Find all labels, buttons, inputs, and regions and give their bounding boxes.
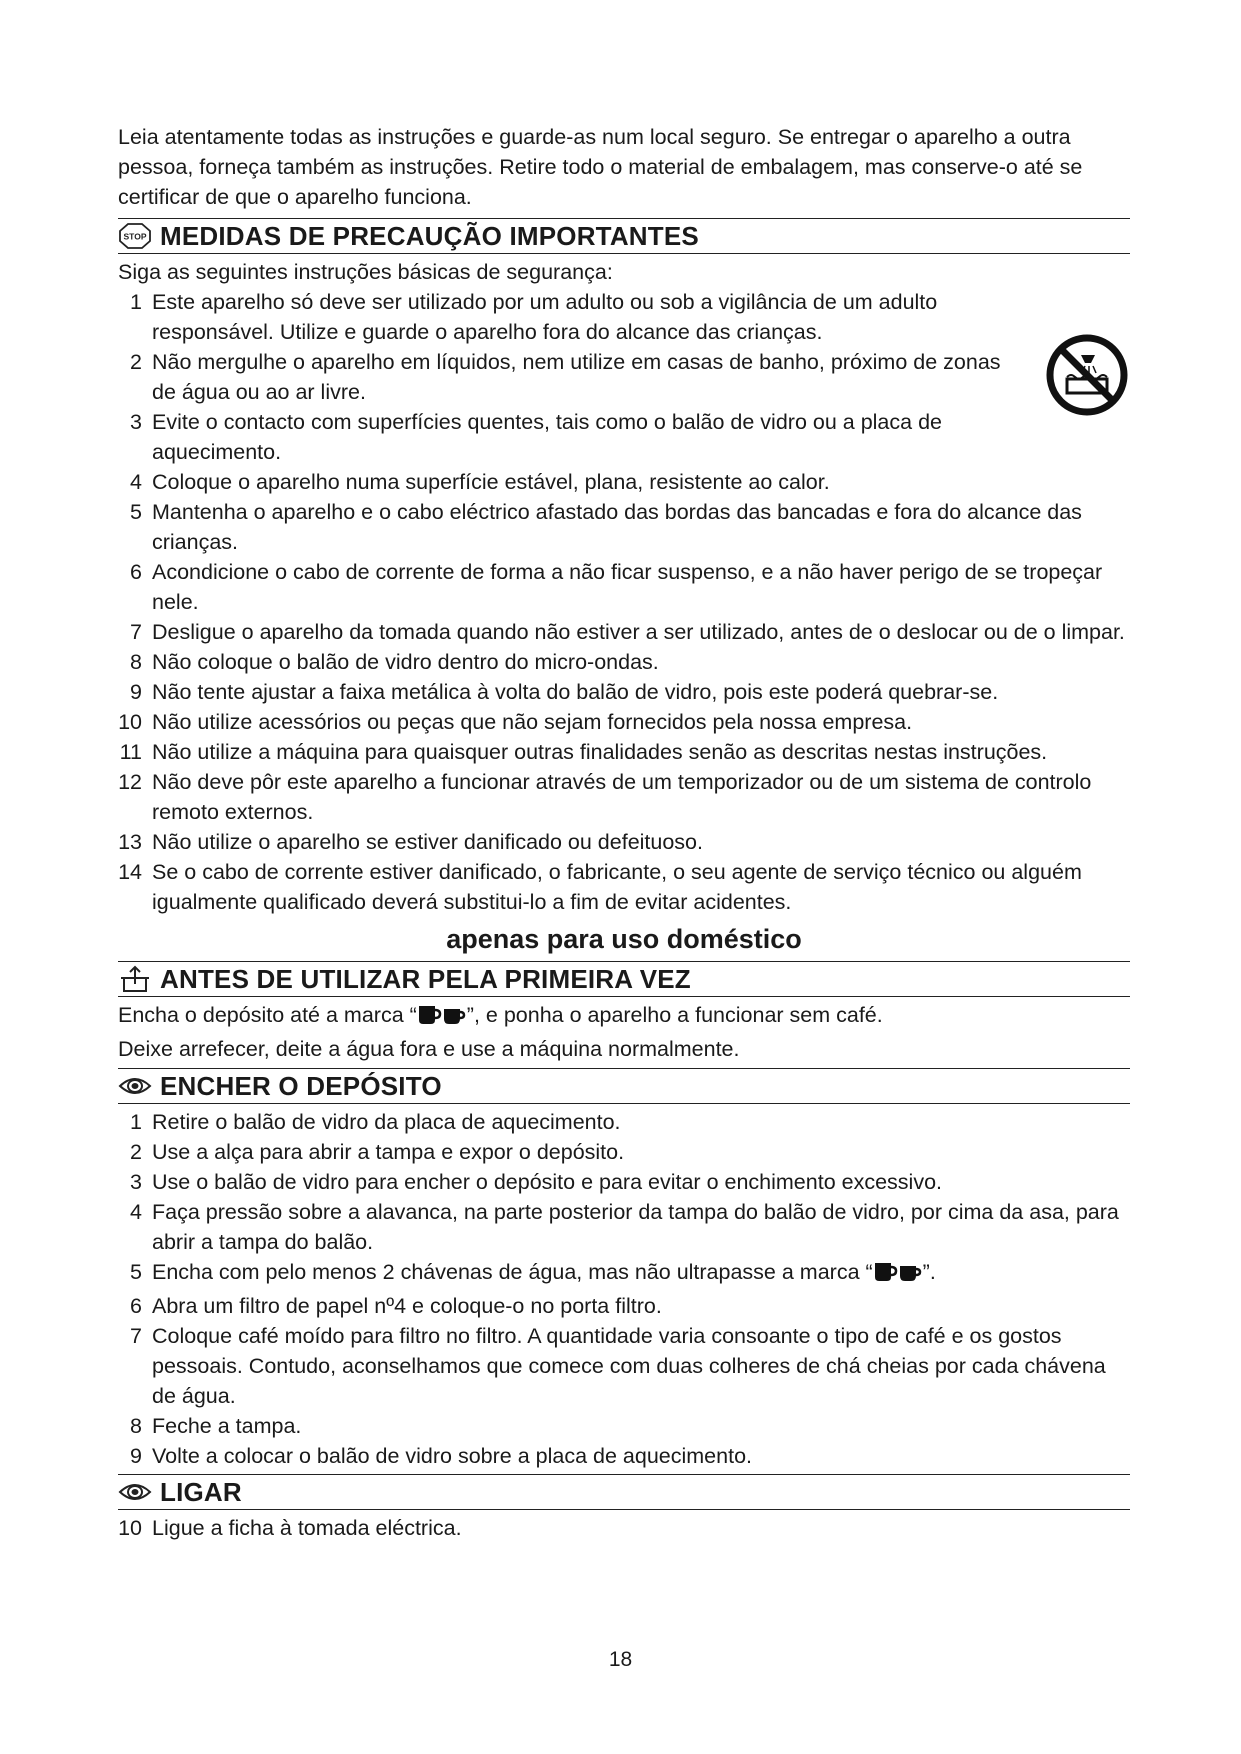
precautions-title: MEDIDAS DE PRECAUÇÃO IMPORTANTES: [160, 221, 699, 251]
item-number: 4: [130, 1200, 142, 1224]
item-number: 14: [118, 860, 142, 884]
item-number: 7: [130, 620, 142, 644]
item-text: Se o cabo de corrente estiver danificado, o fabricante, o seu agente de serviço técnico ou alguém igualmente qualificado deverá substitui-lo a fim de evitar acidentes.: [152, 860, 1082, 914]
item-text: Retire o balão de vidro da placa de aquecimento.: [152, 1110, 621, 1134]
no-water-immersion-icon: [1045, 333, 1129, 417]
item-number: 6: [130, 560, 142, 584]
item-text: Este aparelho só deve ser utilizado por um adulto ou sob a vigilância de um adulto responsável. Utilize e guarde o aparelho fora do alcance das crianças.: [152, 290, 938, 344]
list-item: [118, 1291, 1130, 1321]
precautions-list: [118, 287, 1130, 917]
box-upload-icon: [118, 964, 152, 994]
item-number: 10: [118, 1516, 142, 1540]
list-item: [118, 1107, 1130, 1137]
first-use-line-2: Deixe arrefecer, deite a água fora e use a máquina normalmente.: [118, 1037, 740, 1061]
item-number: 1: [130, 1110, 142, 1134]
item-text: Ligue a ficha à tomada eléctrica.: [152, 1516, 462, 1540]
item-number: 2: [130, 1140, 142, 1164]
item-text: Não utilize o aparelho se estiver danificado ou defeituoso.: [152, 830, 703, 854]
item-text: Acondicione o cabo de corrente de forma a não ficar suspenso, e a não haver perigo de se tropeçar nele.: [152, 560, 1103, 614]
page-content: [118, 122, 1130, 1543]
section-header-precautions: [118, 218, 1130, 254]
fill-title: ENCHER O DEPÓSITO: [160, 1071, 442, 1101]
item-text: Não coloque o balão de vidro dentro do micro-ondas.: [152, 650, 659, 674]
section-header-switch-on: [118, 1474, 1130, 1510]
list-item: [118, 1441, 1130, 1471]
eye-icon: [118, 1477, 152, 1507]
list-item: [118, 737, 1130, 767]
item-number: 7: [130, 1324, 142, 1348]
item-text: Mantenha o aparelho e o cabo eléctrico afastado das bordas das bancadas e fora do alcance das crianças.: [152, 500, 1082, 554]
item-number: 4: [130, 470, 142, 494]
item-text: Coloque café moído para filtro no filtro. A quantidade varia consoante o tipo de café e os gostos pessoais. Contudo, aconselhamos que comece com duas colheres de chá cheias por cada chávena de água.: [152, 1324, 1106, 1408]
list-item: [118, 467, 1130, 497]
item-text: Faça pressão sobre a alavanca, na parte posterior da tampa do balão de vidro, por cima da asa, para abrir a tampa do balão.: [152, 1200, 1119, 1254]
list-item: [118, 347, 1130, 407]
item-text: Volte a colocar o balão de vidro sobre a placa de aquecimento.: [152, 1444, 753, 1468]
list-item: [118, 1321, 1130, 1411]
list-item: [118, 287, 1130, 347]
eye-icon: [118, 1071, 152, 1101]
list-item: [118, 1513, 1130, 1543]
item-text: Desligue o aparelho da tomada quando não estiver a ser utilizado, antes de o deslocar ou de o limpar.: [152, 620, 1125, 644]
switch-on-title: LIGAR: [160, 1477, 242, 1507]
list-item: [118, 677, 1130, 707]
list-item: [118, 707, 1130, 737]
item-text: Encha com pelo menos 2 chávenas de água, mas não ultrapasse a marca “ ”.: [146, 1257, 936, 1291]
item-number: 8: [130, 1414, 142, 1438]
list-item: [118, 827, 1130, 857]
item-text: Não deve pôr este aparelho a funcionar através de um temporizador ou de um sistema de controlo remoto externos.: [152, 770, 1092, 824]
item-number: 10: [118, 710, 142, 734]
switch-on-list: [118, 1513, 1130, 1543]
list-item: [118, 857, 1130, 917]
list-item: [118, 647, 1130, 677]
list-item: [118, 1257, 1130, 1291]
intro-paragraph: Leia atentamente todas as instruções e guarde-as num local seguro. Se entregar o aparelho a outra pessoa, forneça também as instruções. Retire todo o material de embalagem, mas conserve-o até se certificar de que o aparelho funciona.: [118, 125, 1083, 209]
item-number: 3: [130, 410, 142, 434]
list-item: [118, 617, 1130, 647]
item-text: Abra um filtro de papel nº4 e coloque-o no porta filtro.: [152, 1294, 662, 1318]
item-number: 6: [130, 1294, 142, 1318]
item-number: 5: [130, 500, 142, 524]
item-number: 11: [119, 740, 142, 764]
item-number: 13: [118, 830, 142, 854]
max-mark-icon: [417, 1004, 467, 1034]
fill-list: [118, 1107, 1130, 1471]
first-use-title: ANTES DE UTILIZAR PELA PRIMEIRA VEZ: [160, 964, 691, 994]
item-number: 9: [130, 1444, 142, 1468]
item-number: 8: [130, 650, 142, 674]
item-number: 1: [130, 290, 142, 314]
item-text: Use o balão de vidro para encher o depósito e para evitar o enchimento excessivo.: [152, 1170, 942, 1194]
item-text: Não mergulhe o aparelho em líquidos, nem utilize em casas de banho, próximo de zonas de água ou ao ar livre.: [152, 350, 1001, 404]
item-number: 3: [130, 1170, 142, 1194]
stop-icon: [118, 221, 152, 251]
item-number: 2: [130, 350, 142, 374]
list-item: [118, 497, 1130, 557]
section-header-fill: [118, 1068, 1130, 1104]
precautions-lead: Siga as seguintes instruções básicas de segurança:: [118, 260, 613, 284]
item-text: Use a alça para abrir a tampa e expor o depósito.: [152, 1140, 625, 1164]
first-use-line-1: Encha o depósito até a marca “ ”, e ponha o aparelho a funcionar sem café.: [118, 1000, 1130, 1034]
list-item: [118, 1411, 1130, 1441]
item-text: Feche a tampa.: [152, 1414, 302, 1438]
item-text: Coloque o aparelho numa superfície estável, plana, resistente ao calor.: [152, 470, 830, 494]
item-text: Não tente ajustar a faixa metálica à volta do balão de vidro, pois este poderá quebrar-se.: [152, 680, 999, 704]
item-text: Não utilize a máquina para quaisquer outras finalidades senão as descritas nestas instruções.: [152, 740, 1048, 764]
section-header-first-use: [118, 961, 1130, 997]
item-text: Não utilize acessórios ou peças que não sejam fornecidos pela nossa empresa.: [152, 710, 913, 734]
item-number: 12: [118, 770, 142, 794]
list-item: [118, 1197, 1130, 1257]
list-item: [118, 557, 1130, 617]
list-item: [118, 767, 1130, 827]
list-item: [118, 1137, 1130, 1167]
list-item: [118, 1167, 1130, 1197]
item-text: Evite o contacto com superfícies quentes, tais como o balão de vidro ou a placa de aquecimento.: [152, 410, 942, 464]
item-number: 9: [130, 680, 142, 704]
page-number: 18: [608, 1648, 633, 1671]
svg-text:STOP: STOP: [123, 231, 147, 242]
item-number: 5: [130, 1260, 142, 1284]
domestic-use-note: apenas para uso doméstico: [446, 924, 802, 954]
max-mark-icon: [873, 1261, 923, 1291]
list-item: [118, 407, 1130, 467]
